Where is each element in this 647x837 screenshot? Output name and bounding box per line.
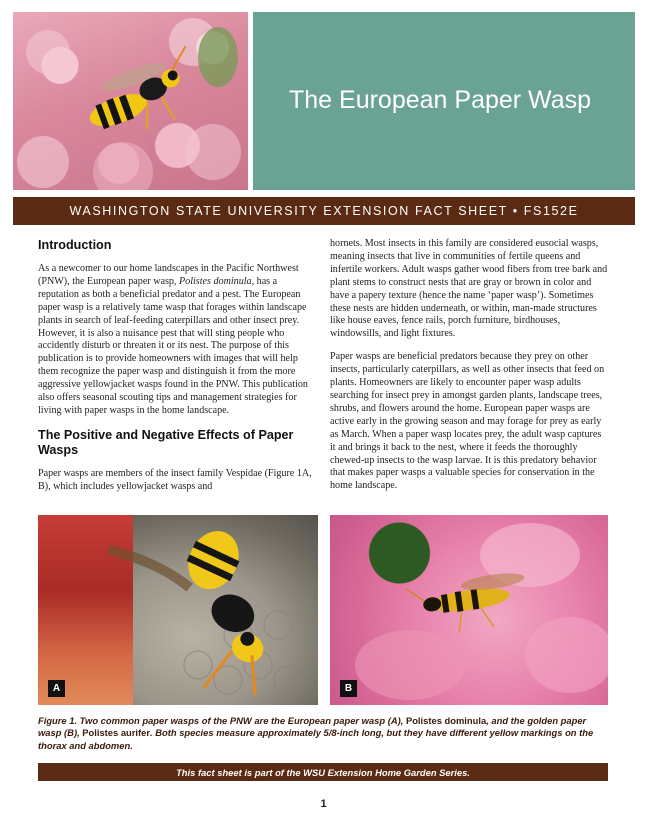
series-label: WASHINGTON STATE UNIVERSITY EXTENSION FACT SHEET • FS152E [69,204,579,218]
wasp-on-flowers-illustration [13,12,248,190]
caption-text-1: Figure 1. Two common paper wasps of the PNW are the European paper wasp (A), [38,715,406,726]
figure-a-photo [38,515,318,705]
intro-paragraph [38,263,318,418]
effects-paragraph: Paper wasps are members of the insect family Vespidae (Figure 1A, B), which includes yellowjacket wasps and [38,467,312,492]
predator-paragraph: Paper wasps are beneficial predators because they prey on other insects, particularly caterpillars, as well as other insects that feed on plants. Homeowners are likely to encounter paper wasp adults searching for insect prey in amongst garden plants, landscape trees, shrubs, and flowers around the home. European paper wasps are active early in the growing season and may forage for prey as early as March. When a paper wasp locates prey, the adult wasp captures it and brings it back to the nest, where it feeds the thoroughly chewed-up insects to the wasp larvae. It is this predatory behavior that makes paper wasps a valuable species for conservation in the home landscape. [330,351,605,492]
series-note: This fact sheet is part of the WSU Extension Home Garden Series. [176,766,470,778]
caption-text-3: . Both species measure approximately 5/8-inch long, but they have different yellow markings on the thorax and abdomen. [38,727,594,751]
eusocial-paragraph: hornets. Most insects in this family are considered eusocial wasps, meaning insects that live in communities of fertile queens and infertile workers. Adult wasps gather wood fibers from tree bark and plant stems to construct nests that are gray or brown in color and have a papery texture (hence the name ‘paper wasp’). Sometimes these nests are hidden underneath, or within, man-made structures like house eaves, fence rails, porch furniture, birdhouses, windowsills, and light fixtures. [330,238,608,340]
caption-scientific-name-2: Polistes aurifer [82,727,151,739]
title-banner [253,12,635,190]
effects-heading: The Positive and Negative Effects of Paper Wasps [38,427,294,457]
caption-text-2: , and the golden paper wasp (B), [38,715,587,739]
figure-b-photo [330,515,608,705]
page-number: 1 [320,798,327,810]
intro-scientific-name: Polistes dominula [178,275,252,287]
series-note-banner [38,763,608,781]
figure-a-label: A [48,680,65,697]
page-title: The European Paper Wasp [289,86,592,114]
european-paper-wasp-illustration [38,515,318,705]
intro-text-a: As a newcomer to our home landscapes in the Pacific Northwest (PNW), the European paper wasp, [38,263,299,287]
figure-b-label: B [340,680,357,697]
hero-photo [13,12,248,190]
intro-text-b: , has a reputation as both a beneficial predator and a pest. The European paper wasp is a relatively tame wasp that forages within landscape plants in search of leaf-feeding caterpillars and other insect prey. However, it is also a nuisance pest that will sting people who accidently disturb or threaten it or its nest. The purpose of this publication is to provide homeowners with images that will help them recognize the paper wasp and distinguish it from the more aggressive yellowjacket wasps found in the PNW. This publication also offers seasonal scouting tips and management strategies for living with paper wasps in the home landscape. [38,275,308,416]
left-column [38,238,318,504]
right-column [330,238,608,503]
caption-scientific-name-1: Polistes dominula [405,715,487,726]
figure-caption [38,715,608,752]
series-banner [13,197,635,225]
golden-paper-wasp-illustration [330,515,608,705]
intro-heading: Introduction [38,238,112,252]
